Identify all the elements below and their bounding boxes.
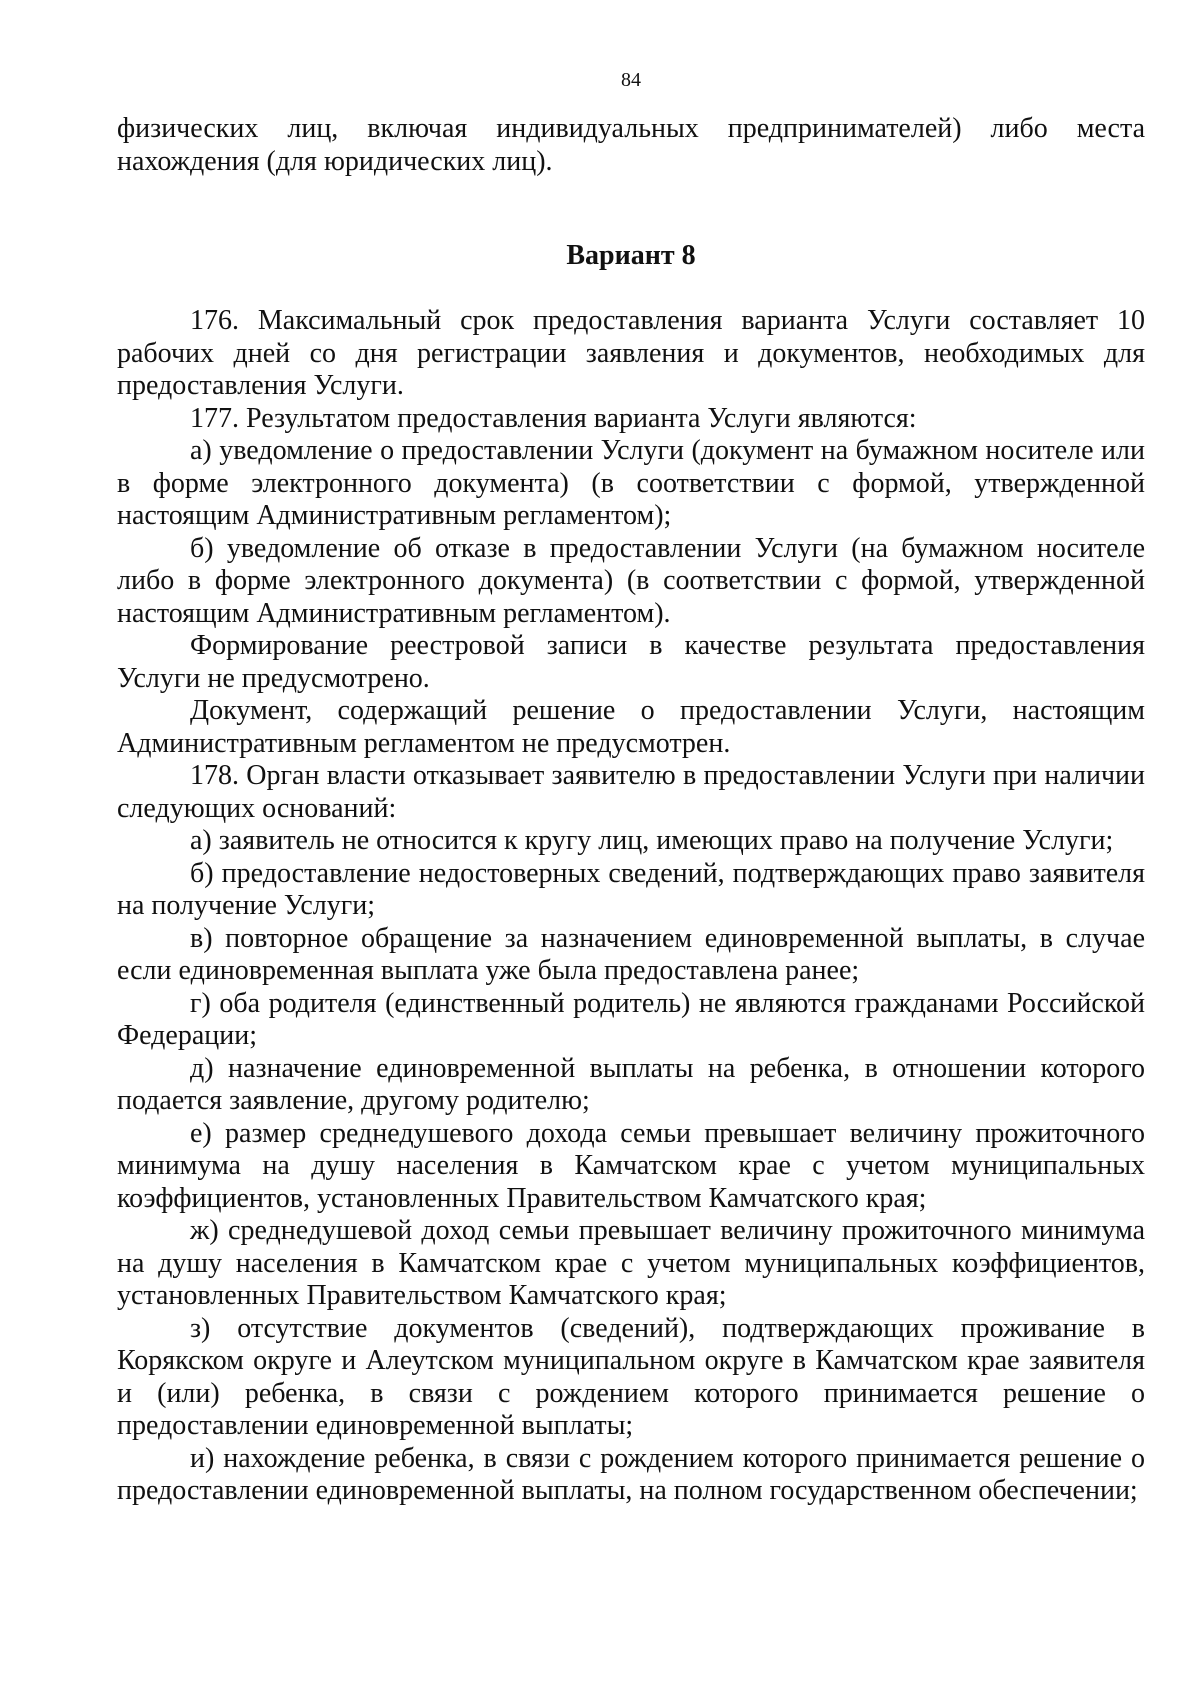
paragraph-178-z: з) отсутствие документов (сведений), подтверждающих проживание в Корякском округе и Алеутском муниципальном округе в Камчатском крае заявителя и (или) ребенка, в связи с рождением которого принимается решение о предоставлении единовременной выплаты; (117, 1312, 1145, 1441)
page-number: 84 (621, 69, 641, 91)
paragraph-178-b: б) предоставление недостоверных сведений, подтверждающих право заявителя на получение Услуги; (117, 857, 1145, 921)
paragraph-176: 176. Максимальный срок предоставления варианта Услуги составляет 10 рабочих дней со дня регистрации заявления и документов, необходимых для предоставления Услуги. (117, 305, 1145, 401)
paragraph-178-e: е) размер среднедушевого дохода семьи превышает величину прожиточного минимума на душу населения в Камчатском крае с учетом муниципальных коэффициентов, установленных Правительством Камчатского края; (117, 1117, 1145, 1214)
continuation-paragraph: физических лиц, включая индивидуальных предпринимателей) либо места нахождения (для юридических лиц). (117, 113, 1145, 177)
paragraph-178-d: д) назначение единовременной выплаты на ребенка, в отношении которого подается заявление, другому родителю; (117, 1052, 1145, 1116)
paragraph-178-g: г) оба родителя (единственный родитель) не являются гражданами Российской Федерации; (117, 987, 1145, 1051)
paragraph-178-i: и) нахождение ребенка, в связи с рождением которого принимается решение о предоставлении единовременной выплаты, на полном государственном обеспечении; (117, 1442, 1145, 1506)
paragraph-177: 177. Результатом предоставления варианта Услуги являются: (190, 402, 917, 434)
document-body (117, 113, 1145, 1508)
paragraph-registry-note: Формирование реестровой записи в качестве результата предоставления Услуги не предусмотрено. (117, 630, 1145, 694)
paragraph-177-a: а) уведомление о предоставлении Услуги (документ на бумажном носителе или в форме электронного документа) (в соответствии с формой, утвержденной настоящим Административным регламентом); (117, 435, 1145, 531)
paragraph-177-b: б) уведомление об отказе в предоставлении Услуги (на бумажном носителе либо в форме электронного документа) (в соответствии с формой, утвержденной настоящим Административным регламентом). (117, 532, 1145, 629)
paragraph-document-note: Документ, содержащий решение о предоставлении Услуги, настоящим Административным регламентом не предусмотрен. (117, 695, 1145, 759)
paragraph-178-zh: ж) среднедушевой доход семьи превышает величину прожиточного минимума на душу населения в Камчатском крае с учетом муниципальных коэффициентов, установленных Правительством Камчатского края; (117, 1215, 1145, 1311)
paragraph-178-a: а) заявитель не относится к кругу лиц, имеющих право на получение Услуги; (190, 825, 1114, 856)
paragraph-178-v: в) повторное обращение за назначением единовременной выплаты, в случае если единовременная выплата уже была предоставлена ранее; (117, 922, 1145, 986)
paragraph-178: 178. Орган власти отказывает заявителю в предоставлении Услуги при наличии следующих оснований: (117, 760, 1145, 824)
section-title: Вариант 8 (566, 240, 696, 271)
